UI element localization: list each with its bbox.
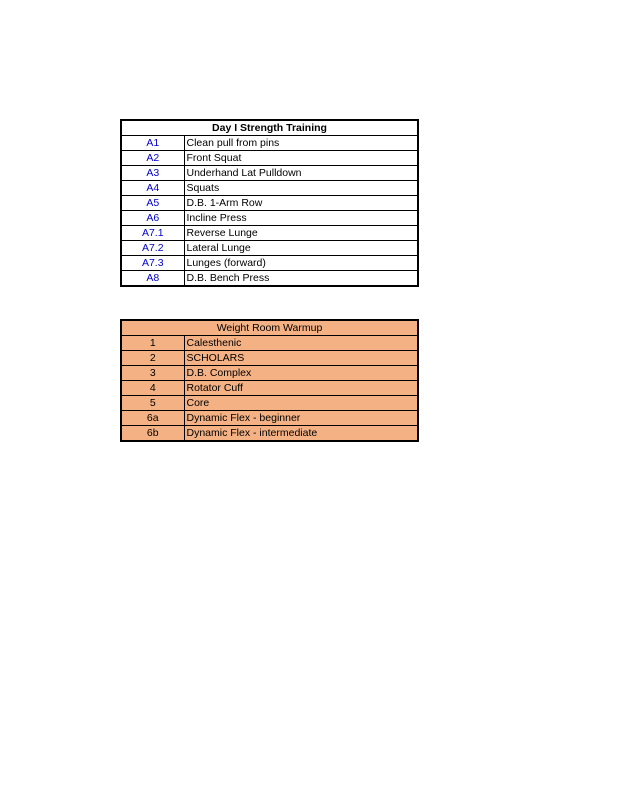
strength-row [121, 166, 418, 181]
strength-exercise: Lunges (forward) [184, 256, 418, 271]
warmup-item: Dynamic Flex - intermediate [184, 426, 418, 442]
warmup-row [121, 426, 418, 442]
strength-row [121, 241, 418, 256]
warmup-item: Calesthenic [184, 336, 418, 351]
strength-exercise: D.B. Bench Press [184, 271, 418, 287]
strength-code: A2 [121, 151, 184, 166]
strength-exercise: Squats [184, 181, 418, 196]
weight-room-warmup-table [120, 319, 419, 442]
strength-exercise: D.B. 1-Arm Row [184, 196, 418, 211]
strength-code: A7.3 [121, 256, 184, 271]
strength-row [121, 196, 418, 211]
warmup-row [121, 396, 418, 411]
warmup-row [121, 411, 418, 426]
strength-title-row [121, 120, 418, 136]
strength-table-title: Day I Strength Training [121, 120, 418, 136]
strength-exercise: Underhand Lat Pulldown [184, 166, 418, 181]
strength-exercise: Clean pull from pins [184, 136, 418, 151]
warmup-item: Rotator Cuff [184, 381, 418, 396]
warmup-code: 6b [121, 426, 184, 442]
warmup-item: SCHOLARS [184, 351, 418, 366]
strength-row [121, 151, 418, 166]
strength-row [121, 226, 418, 241]
strength-code: A7.2 [121, 241, 184, 256]
strength-row [121, 211, 418, 226]
warmup-code: 4 [121, 381, 184, 396]
warmup-code: 3 [121, 366, 184, 381]
strength-code: A1 [121, 136, 184, 151]
strength-code: A4 [121, 181, 184, 196]
warmup-code: 6a [121, 411, 184, 426]
warmup-row [121, 351, 418, 366]
warmup-code: 5 [121, 396, 184, 411]
strength-exercise: Front Squat [184, 151, 418, 166]
warmup-item: Dynamic Flex - beginner [184, 411, 418, 426]
warmup-table-title: Weight Room Warmup [121, 320, 418, 336]
strength-row [121, 136, 418, 151]
warmup-row [121, 381, 418, 396]
strength-row [121, 271, 418, 287]
warmup-item: D.B. Complex [184, 366, 418, 381]
warmup-code: 2 [121, 351, 184, 366]
strength-code: A7.1 [121, 226, 184, 241]
warmup-title-row [121, 320, 418, 336]
strength-exercise: Incline Press [184, 211, 418, 226]
strength-row [121, 256, 418, 271]
warmup-code: 1 [121, 336, 184, 351]
strength-exercise: Reverse Lunge [184, 226, 418, 241]
strength-code: A5 [121, 196, 184, 211]
strength-code: A8 [121, 271, 184, 287]
strength-code: A3 [121, 166, 184, 181]
strength-training-table [120, 119, 419, 287]
strength-code: A6 [121, 211, 184, 226]
warmup-row [121, 336, 418, 351]
warmup-item: Core [184, 396, 418, 411]
strength-exercise: Lateral Lunge [184, 241, 418, 256]
strength-table-body [121, 136, 418, 287]
warmup-table-body [121, 336, 418, 442]
warmup-row [121, 366, 418, 381]
strength-row [121, 181, 418, 196]
